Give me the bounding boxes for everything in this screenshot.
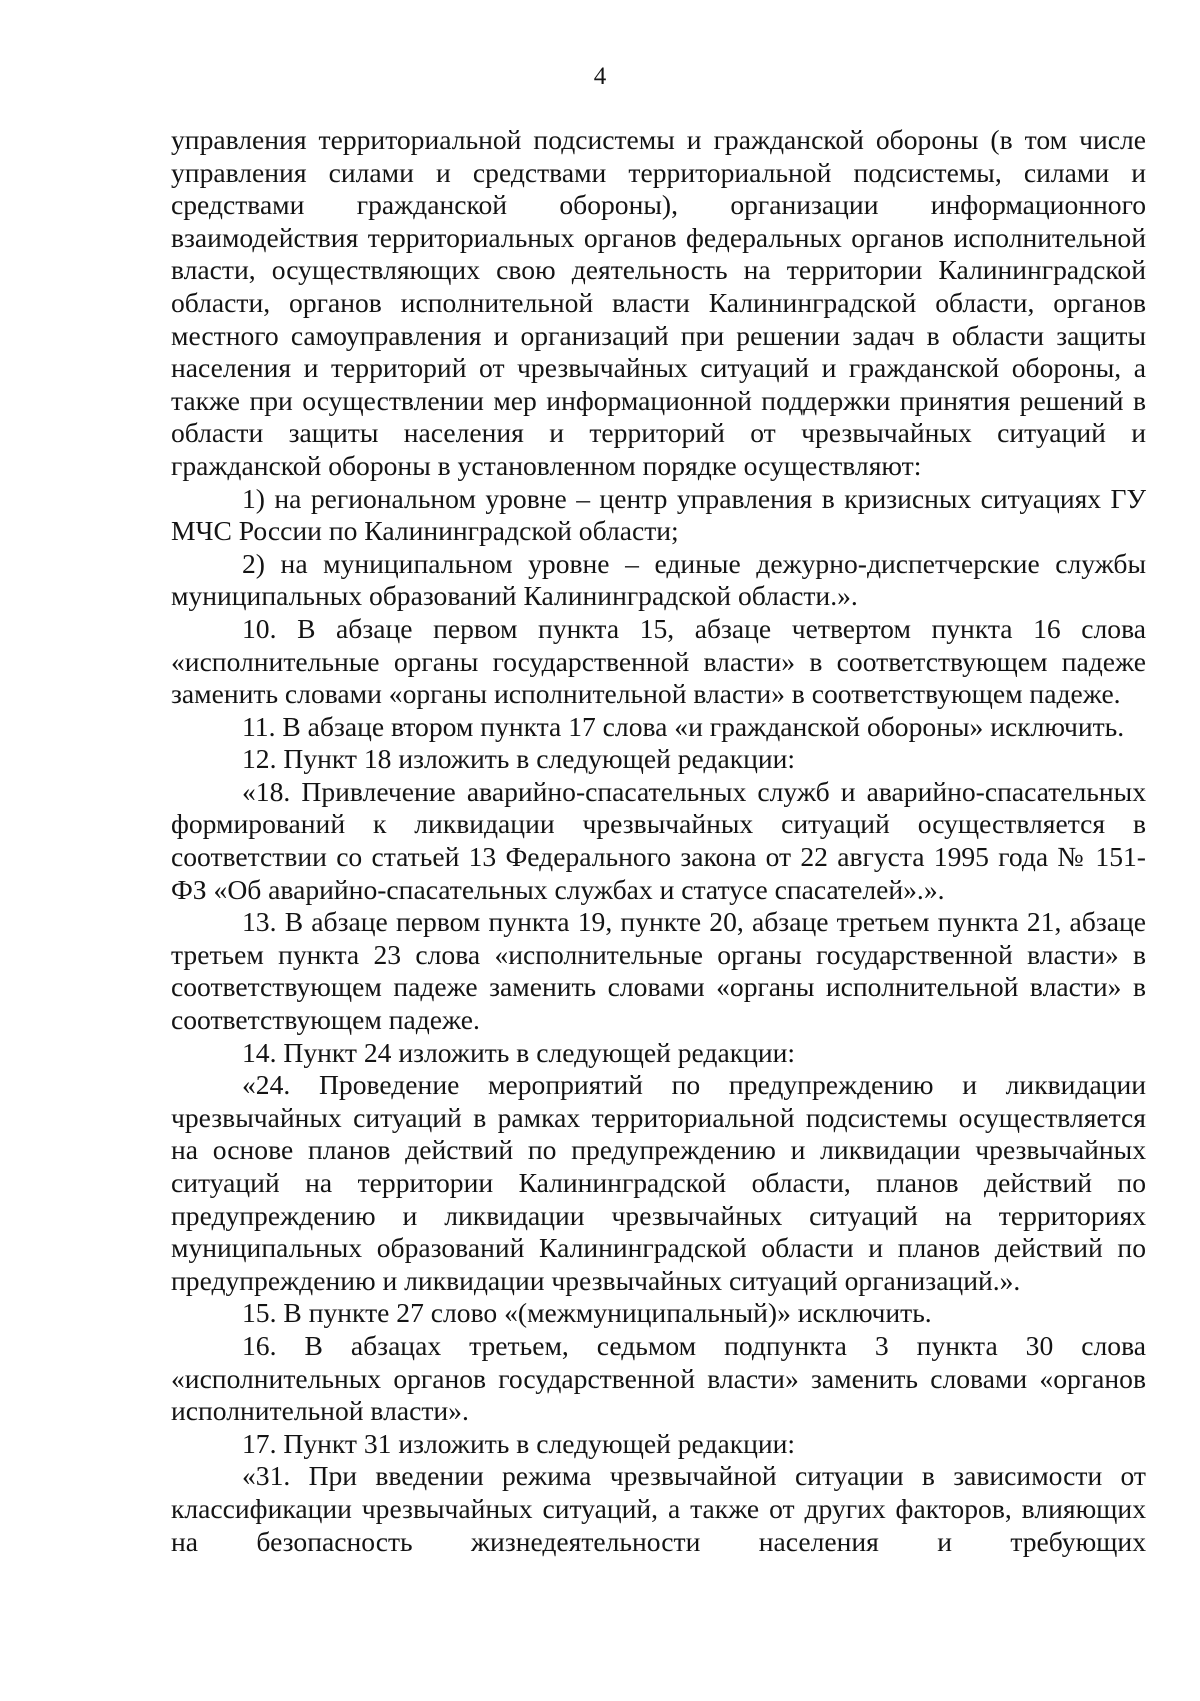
paragraph-quote-18: «18. Привлечение аварийно-спасательных служб и аварийно-спасательных формирований к ликвидации чрезвычайных ситуаций осуществляется в соответствии со статьей 13 Федерального закона от 22 августа 1995 года № 151-ФЗ «Об аварийно-спасательных службах и статусе спасателей».». [171, 775, 1146, 905]
page-number: 4 [593, 63, 607, 90]
paragraph-continuation: управления территориальной подсистемы и гражданской обороны (в том числе управления силами и средствами территориальной подсистемы, силами и средствами гражданской обороны), организации информационного взаимодействия территориальных органов федеральных органов исполнительной власти, осуществляющих свою деятельность на территории Калининградской области, органов исполнительной власти Калининградской области, органов местного самоуправления и организаций при решении задач в области защиты населения и территорий от чрезвычайных ситуаций и гражданской обороны, а также при осуществлении мер информационной поддержки принятия решений в области защиты населения и территорий от чрезвычайных ситуаций и гражданской обороны в установленном порядке осуществляют: [171, 124, 1146, 481]
paragraph-point-14: 14. Пункт 24 изложить в следующей редакции: [242, 1036, 796, 1068]
paragraph-point-13: 13. В абзаце первом пункта 19, пункте 20, абзаце третьем пункта 21, абзаце третьем пункта 23 слова «исполнительные органы государственной власти» в соответствующем падеже заменить словами «органы исполнительной власти» в соответствующем падеже. [171, 906, 1146, 1036]
paragraph-point-11: 11. В абзаце втором пункта 17 слова «и гражданской обороны» исключить. [242, 710, 1125, 742]
paragraph-item-1: 1) на региональном уровне – центр управления в кризисных ситуациях ГУ МЧС России по Калининградской области; [171, 482, 1146, 547]
paragraph-quote-24: «24. Проведение мероприятий по предупреждению и ликвидации чрезвычайных ситуаций в рамках территориальной подсистемы осуществляется на основе планов действий по предупреждению и ликвидации чрезвычайных ситуаций на территории Калининградской области, планов действий по предупреждению и ликвидации чрезвычайных ситуаций на территориях муниципальных образований Калининградской области и планов действий по предупреждению и ликвидации чрезвычайных ситуаций организаций.». [171, 1069, 1146, 1296]
paragraph-quote-31: «31. При введении режима чрезвычайной ситуации в зависимости от классификации чрезвычайных ситуаций, а также от других факторов, влияющих на безопасность жизнедеятельности населения и требующих [171, 1460, 1146, 1557]
paragraph-point-15: 15. В пункте 27 слово «(межмуниципальный)» исключить. [242, 1297, 932, 1329]
paragraph-point-17: 17. Пункт 31 изложить в следующей редакции: [242, 1427, 796, 1459]
paragraph-point-12: 12. Пункт 18 изложить в следующей редакции: [242, 743, 796, 775]
document-body [171, 124, 1146, 1558]
paragraph-point-10: 10. В абзаце первом пункта 15, абзаце четвертом пункта 16 слова «исполнительные органы государственной власти» в соответствующем падеже заменить словами «органы исполнительной власти» в соответствующем падеже. [171, 612, 1146, 710]
paragraph-point-16: 16. В абзацах третьем, седьмом подпункта 3 пункта 30 слова «исполнительных органов государственной власти» заменить словами «органов исполнительной власти». [171, 1329, 1146, 1427]
paragraph-item-2: 2) на муниципальном уровне – единые дежурно-диспетчерские службы муниципальных образований Калининградской области.». [171, 547, 1146, 612]
